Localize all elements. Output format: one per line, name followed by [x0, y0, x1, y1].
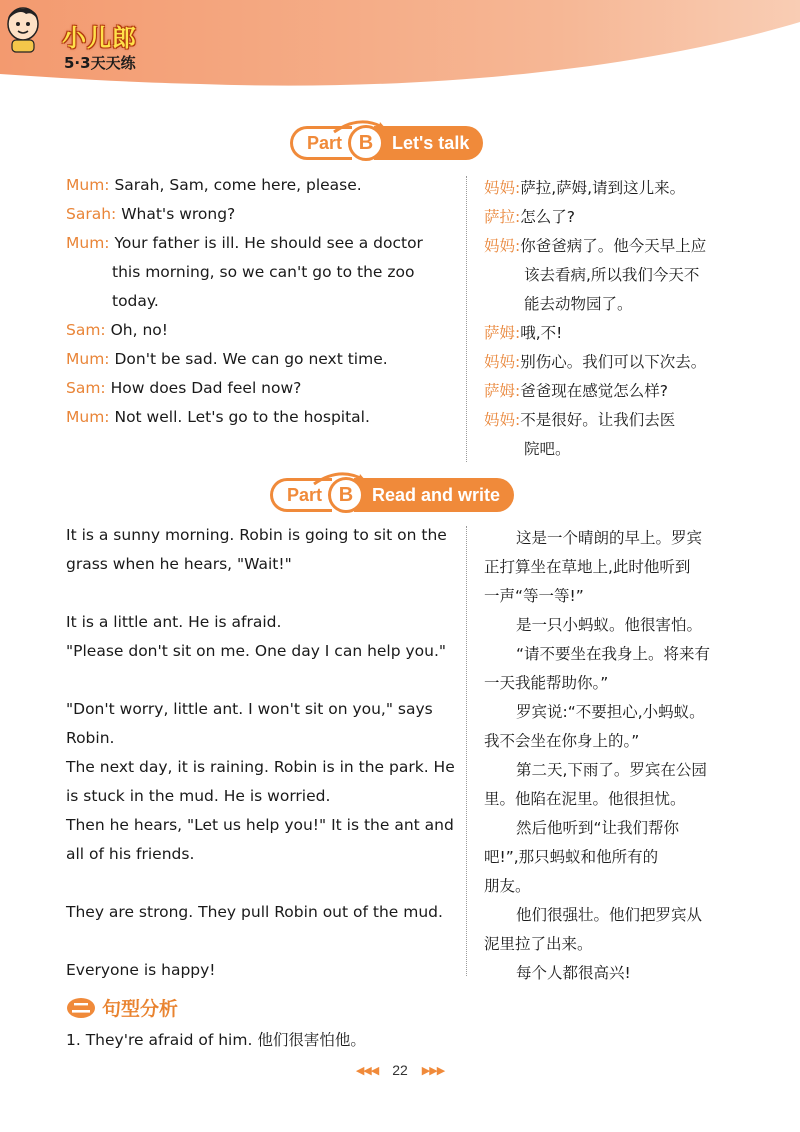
analysis-heading: [66, 994, 178, 1021]
dialogue-line: [66, 176, 362, 194]
speaker-label: Sam:: [66, 379, 106, 397]
left-arrows-icon: ◀◀◀: [355, 1063, 379, 1077]
dialogue-text: What's wrong?: [121, 205, 236, 223]
dialogue-line: [484, 379, 668, 401]
analysis-item: 1. They're afraid of him. 他们很害怕他。: [66, 1031, 366, 1049]
dialogue-line-cont: today.: [112, 292, 159, 310]
speaker-label: Mum:: [66, 176, 110, 194]
dialogue-text: Not well. Let's go to the hospital.: [114, 408, 370, 426]
dialogue-line: [484, 234, 706, 256]
story-line: 我不会坐在你身上的。”: [484, 732, 640, 750]
dialogue-text: Sarah, Sam, come here, please.: [114, 176, 362, 194]
dialogue-text: Don't be sad. We can go next time.: [114, 350, 388, 368]
dialogue-line: [66, 408, 370, 426]
speaker-label: Mum:: [66, 234, 110, 252]
dialogue-line: [484, 408, 675, 430]
story-line: They are strong. They pull Robin out of the mud.: [66, 903, 443, 921]
story-line: 吧!”,那只蚂蚁和他所有的: [484, 848, 659, 866]
dialogue-line-cont: 该去看病,所以我们今天不: [524, 266, 700, 284]
dialogue-line: [66, 321, 168, 339]
dialogue-text: 别伤心。我们可以下次去。: [520, 353, 707, 371]
dialogue-line-cont: this morning, so we can't go to the zoo: [112, 263, 415, 281]
speaker-label: Sarah:: [66, 205, 117, 223]
speaker-label: 萨拉:: [484, 208, 521, 226]
badge-letter: B: [328, 477, 364, 513]
dialogue-line: [66, 205, 235, 223]
dialogue-text: 怎么了?: [520, 208, 575, 226]
page-number-footer: [334, 1060, 466, 1080]
speaker-label: Sam:: [66, 321, 106, 339]
badge-title: Read and write: [354, 478, 514, 512]
dialogue-text: 你爸爸病了。他今天早上应: [520, 237, 707, 255]
story-line: all of his friends.: [66, 845, 195, 863]
story-line: 朋友。: [484, 877, 531, 895]
speaker-label: Mum:: [66, 350, 110, 368]
brand-logo: 小儿郎: [62, 24, 137, 52]
story-line: "Please don't sit on me. One day I can help you.": [66, 642, 447, 660]
story-line: 第二天,下雨了。罗宾在公园: [516, 761, 707, 779]
badge-title: Let's talk: [374, 126, 483, 160]
speaker-label: 萨姆:: [484, 324, 521, 342]
dialogue-line: [484, 205, 575, 227]
dialogue-text: Oh, no!: [110, 321, 169, 339]
story-line: 泥里拉了出来。: [484, 935, 593, 953]
dialogue-line-cont: 院吧。: [524, 440, 571, 458]
story-line: It is a little ant. He is afraid.: [66, 613, 282, 631]
dialogue-line-cont: 能去动物园了。: [524, 295, 633, 313]
story-line: 里。他陷在泥里。他很担忧。: [484, 790, 686, 808]
story-line: 一声“等一等!”: [484, 587, 584, 605]
dialogue-text: How does Dad feel now?: [110, 379, 302, 397]
story-line: 每个人都很高兴!: [516, 964, 631, 982]
dialogue-line: [484, 176, 685, 198]
speaker-label: 妈妈:: [484, 179, 521, 197]
right-arrows-icon: ▶▶▶: [421, 1063, 445, 1077]
column-divider-talk: [466, 176, 467, 462]
story-line: Then he hears, "Let us help you!" It is the ant and: [66, 816, 454, 834]
story-line: 正打算坐在草地上,此时他听到: [484, 558, 691, 576]
dialogue-text: Your father is ill. He should see a doctor: [114, 234, 423, 252]
story-line: 然后他听到“让我们帮你: [516, 819, 680, 837]
dialogue-text: 爸爸现在感觉怎么样?: [520, 382, 668, 400]
speaker-label: 妈妈:: [484, 411, 521, 429]
dialogue-line: [66, 350, 388, 368]
speaker-label: Mum:: [66, 408, 110, 426]
story-line: 这是一个晴朗的早上。罗宾: [516, 529, 703, 547]
speaker-label: 萨姆:: [484, 382, 521, 400]
dialogue-line: [66, 379, 301, 397]
section-badge-read-and-write: [270, 478, 514, 512]
story-line: grass when he hears, "Wait!": [66, 555, 292, 573]
number-two-badge-icon: [66, 997, 96, 1019]
dialogue-text: 不是很好。让我们去医: [520, 411, 676, 429]
story-line: “请不要坐在我身上。将来有: [516, 645, 711, 663]
story-line: It is a sunny morning. Robin is going to sit on the: [66, 526, 447, 544]
story-line: Robin.: [66, 729, 115, 747]
page-number: 22: [392, 1062, 408, 1078]
story-line: The next day, it is raining. Robin is in the park. He: [66, 758, 455, 776]
story-line: "Don't worry, little ant. I won't sit on you," says: [66, 700, 433, 718]
dialogue-text: 萨拉,萨姆,请到这儿来。: [520, 179, 686, 197]
story-line: 是一只小蚂蚁。他很害怕。: [516, 616, 703, 634]
story-line: is stuck in the mud. He is worried.: [66, 787, 331, 805]
dialogue-line: [484, 350, 706, 372]
speaker-label: 妈妈:: [484, 353, 521, 371]
badge-part-label: Part: [290, 126, 352, 160]
story-line: 罗宾说:“不要担心,小蚂蚁。: [516, 703, 705, 721]
badge-part-label: Part: [270, 478, 332, 512]
analysis-title: 句型分析: [102, 998, 179, 1020]
dialogue-text: 哦,不!: [520, 324, 563, 342]
badge-letter: B: [348, 125, 384, 161]
dialogue-line: [66, 234, 454, 252]
column-divider-read: [466, 526, 467, 976]
cartoon-boy-icon: [0, 0, 46, 54]
story-line: 他们很强壮。他们把罗宾从: [516, 906, 703, 924]
series-name: 5·3天天练: [64, 54, 136, 72]
story-line: 一天我能帮助你。”: [484, 674, 609, 692]
speaker-label: 妈妈:: [484, 237, 521, 255]
header-banner: [0, 0, 800, 112]
dialogue-line: [484, 321, 562, 343]
story-line: Everyone is happy!: [66, 961, 216, 979]
